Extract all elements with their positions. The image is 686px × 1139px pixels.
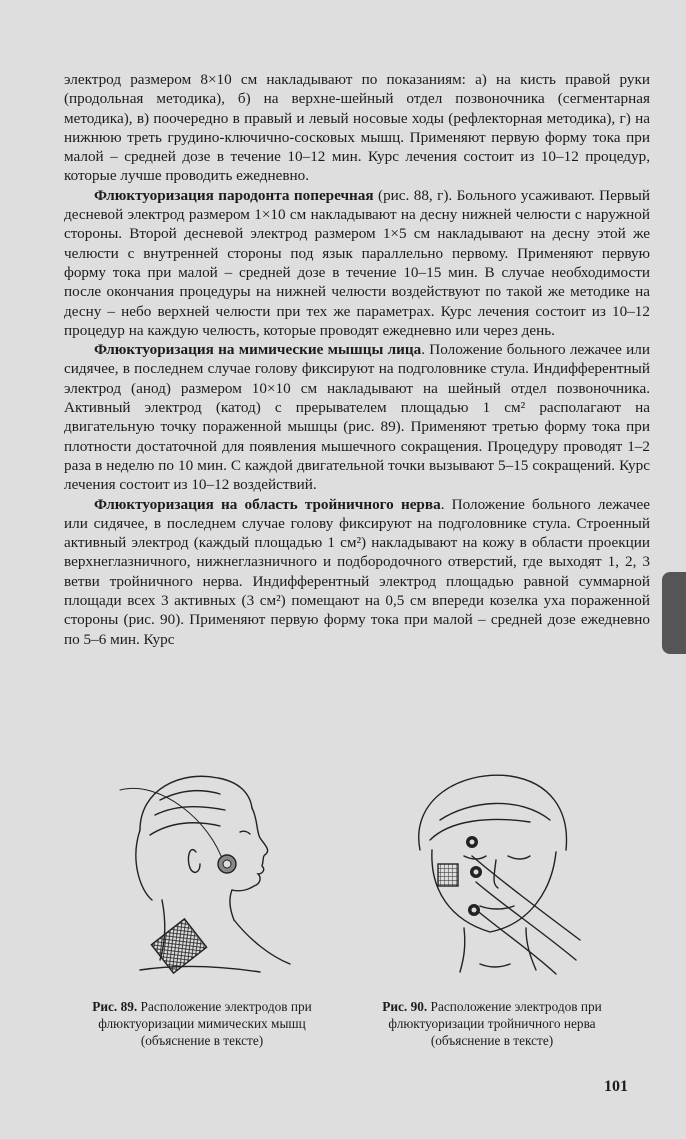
indifferent-electrode-icon [438, 864, 458, 886]
figure-89-illustration [100, 760, 320, 980]
figure-90-illustration [380, 760, 600, 980]
caption-text: Расположение электродов при флюктуоризации тройничного нерва (объяснение в тексте) [388, 999, 602, 1048]
paragraph-periodontium [64, 186, 650, 340]
page-number: 101 [604, 1078, 628, 1095]
paragraph-title: Флюктуоризация на мимические мышцы лица [94, 341, 422, 359]
neck-electrode-icon [151, 919, 206, 973]
caption-label: Рис. 90. [382, 999, 428, 1014]
paragraph-title: Флюктуоризация на область тройничного нерва [94, 495, 441, 513]
paragraph-trigeminal [64, 495, 650, 649]
paragraph-body: . Положение больного лежачее или сидячее, в последнем случае голову фиксируют на подголовнике стула. Индифферентный электрод (анод) размером 10×10 см накладывают на шейный отдел позвоночника. Активный электрод (катод) с прерывателем площадью 1 см² располагают на двигательную точку пораженной мышцы (рис. 89). Применяют третью форму тока при плотности достаточной для появления мышечного сокращения. Процедуру проводят 1–2 раза в неделю по 10 мин. С каждой двигательной точки вызывают 5–15 сокращений. Курс лечения состоит из 10–12 воздействий. [64, 341, 650, 494]
paragraph-body: (рис. 88, г). Больного усаживают. Первый десневой электрод размером 1×10 см накладывают на десну нижней челюсти с наружной стороны. Второй десневой электрод размером 1×5 см накладывают на десну этой же челюсти с внутренней стороны под язык параллельно первому. Применяют первую форму тока при малой – средней дозе в течение 10–15 мин. В случае необходимости после окончания процедуры на нижней челюсти воздействуют по такой же методике на десну – небо верхней челюсти при тех же параметрах. Курс лечения состоит из 10–12 процедур на каждую челюсть, которые проводят ежедневно или через день. [64, 186, 650, 339]
paragraph-facial-muscles [64, 340, 650, 494]
figure-89-caption [62, 998, 342, 1049]
paragraph-title: Флюктуоризация пародонта поперечная [94, 186, 374, 204]
paragraph-1: электрод размером 8×10 см накладывают по показаниям: а) на кисть правой руки (продольная методика), б) на верхне-шейный отдел позвоночника (сегментарная методика), в) поочередно в правый и левый носовые ходы (рефлекторная методика), г) на нижнюю треть грудино-ключично-сосковых мышц. Применяют первую форму тока при малой – средней дозе в течение 10–12 мин. Курс лечения состоит из 10–12 процедур, которые лучше проводить ежедневно. [64, 71, 650, 185]
paragraph-body: . Положение больного лежачее или сидячее, в последнем случае голову фиксируют на подголовнике стула. Строенный активный электрод (каждый площадью 1 см²) накладывают на кожу в области проекции верхнеглазничного, нижнеглазничного и подбородочного отверстий, где выходят 1, 2, 3 ветви тройничного нерва. Индифферентный электрод площадью равной суммарной площади всех 3 активных (3 см²) помещают на 0,5 см впереди козелка уха пораженной стороны (рис. 90). Применяют первую форму тока при малой – средней дозе ежедневно по 5–6 мин. Курс [64, 495, 651, 648]
body-text [64, 70, 650, 649]
caption-text: Расположение электродов при флюктуоризации мимических мышц (объяснение в тексте) [98, 999, 312, 1048]
chapter-edge-tab [662, 572, 686, 654]
figure-90-caption [352, 998, 632, 1049]
caption-label: Рис. 89. [92, 999, 138, 1014]
